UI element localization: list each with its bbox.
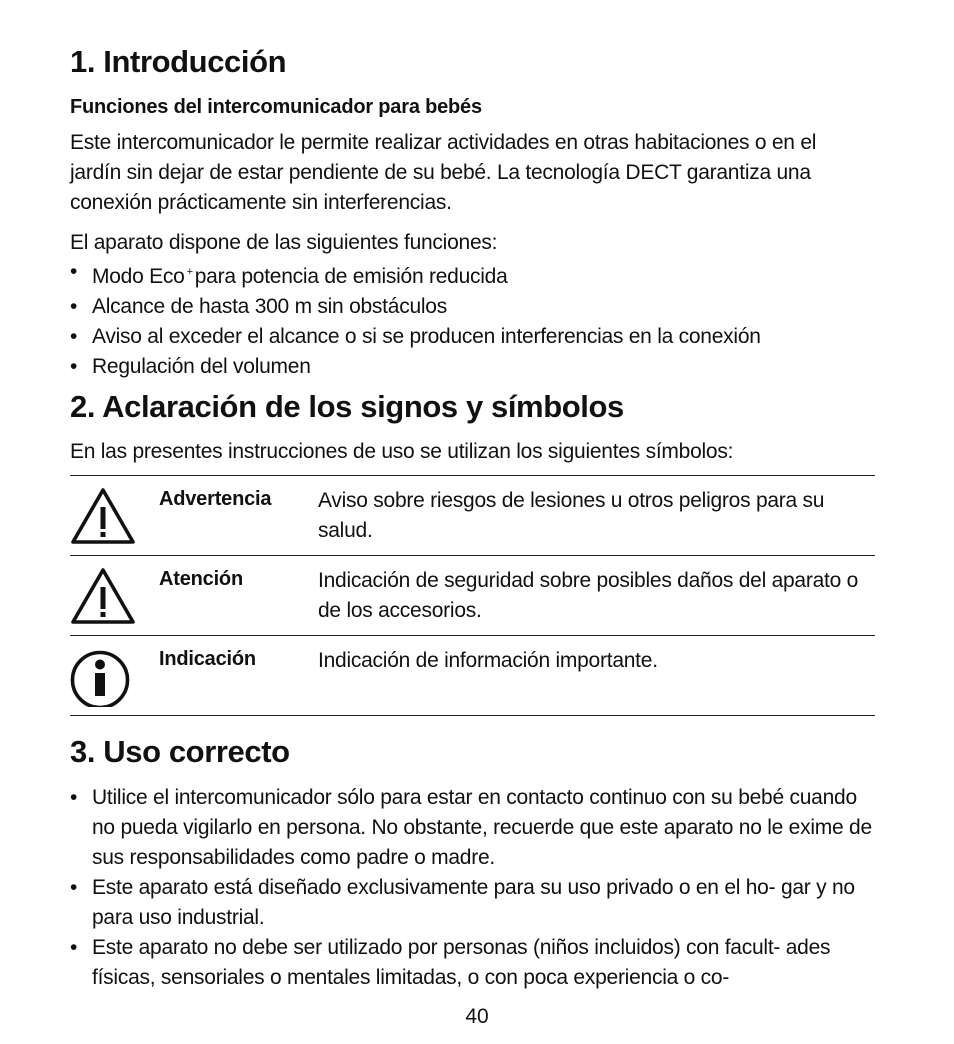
feature-text-continued: para potencia de emisión reducida <box>194 265 508 288</box>
correct-use-list <box>70 783 882 993</box>
list-item <box>70 257 880 292</box>
use-item-text: Este aparato está diseñado exclusivamente para su uso privado o en el ho- gar y no para uso industrial. <box>92 876 855 929</box>
symbol-description: Indicación de seguridad sobre posibles daños del aparato o de los accesorios. <box>318 569 859 622</box>
bullet-icon: • <box>70 325 78 348</box>
bullet-icon: • <box>70 295 78 318</box>
list-item <box>70 292 880 322</box>
list-item <box>70 873 882 933</box>
list-item <box>70 783 882 873</box>
symbol-label: Indicación <box>159 648 256 670</box>
subheading-functions: Funciones del intercomunicador para bebés <box>70 96 482 118</box>
page-number: 40 <box>465 1005 489 1028</box>
use-item-text: Utilice el intercomunicador sólo para estar en contacto continuo con su bebé cuando no pueda vigilarlo en persona. No obstante, recuerde que este aparato no le exime de sus responsabilidades como padre o madre. <box>92 786 872 869</box>
table-row <box>70 476 875 556</box>
warning-triangle-icon <box>70 485 136 547</box>
feature-text: Alcance de hasta 300 m sin obstáculos <box>92 295 447 318</box>
intro-paragraph: Este intercomunicador le permite realizar actividades en otras habitaciones o en el jardín sin dejar de estar pendiente de su bebé. La tecnología DECT garantiza una conexión prácticamente sin interferencias. <box>70 131 817 214</box>
list-item <box>70 322 880 352</box>
list-item <box>70 352 880 382</box>
symbol-label: Atención <box>159 568 243 590</box>
info-circle-icon <box>70 645 136 707</box>
section-heading-symbols: 2. Aclaración de los signos y símbolos <box>70 389 624 424</box>
functions-intro-paragraph: El aparato dispone de las siguientes funciones: <box>70 231 498 254</box>
section-heading-introduction: 1. Introducción <box>70 44 287 79</box>
symbol-label: Advertencia <box>159 488 272 510</box>
table-row <box>70 556 875 636</box>
bullet-icon: • <box>70 936 78 959</box>
bullet-icon: • <box>70 355 78 378</box>
section-heading-correct-use: 3. Uso correcto <box>70 734 290 769</box>
use-item-text: Este aparato no debe ser utilizado por personas (niños incluidos) con facult- ades físicas, sensoriales o mentales limitadas, o con poca experiencia o co- <box>92 936 831 989</box>
bullet-icon: • <box>70 786 78 809</box>
feature-text: Modo Eco <box>92 265 185 288</box>
caution-triangle-icon <box>70 565 136 627</box>
table-row <box>70 636 875 716</box>
superscript-plus: + <box>186 266 193 278</box>
feature-text: Aviso al exceder el alcance o si se producen interferencias en la conexión <box>92 325 761 348</box>
symbol-description: Indicación de información importante. <box>318 649 658 672</box>
symbols-table <box>70 475 875 716</box>
bullet-icon: • <box>70 876 78 899</box>
symbols-intro-paragraph: En las presentes instrucciones de uso se utilizan los siguientes símbolos: <box>70 440 734 463</box>
list-item <box>70 933 882 993</box>
bullet-icon: • <box>70 260 78 283</box>
feature-text: Regulación del volumen <box>92 355 311 378</box>
features-list <box>70 257 880 382</box>
symbol-description: Aviso sobre riesgos de lesiones u otros peligros para su salud. <box>318 489 825 542</box>
